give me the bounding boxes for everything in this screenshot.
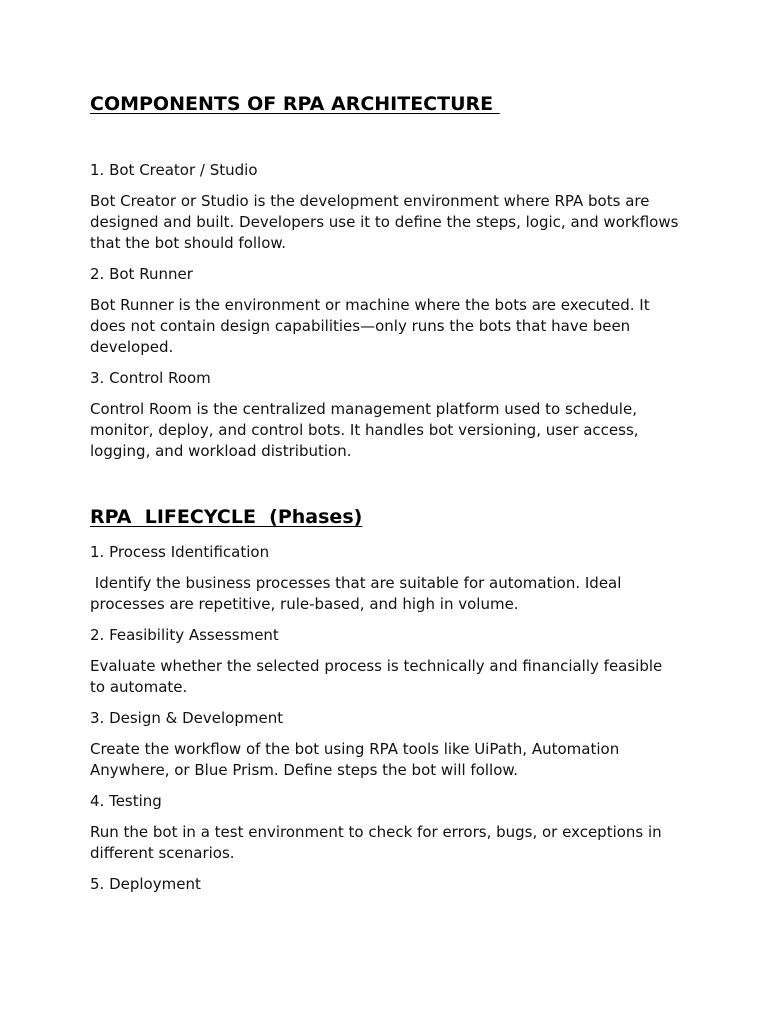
testing-description: Run the bot in a test environment to check for errors, bugs, or exceptions in different scenarios.: [90, 823, 667, 862]
deployment-title: 5. Deployment: [90, 875, 201, 893]
design-development-description: Create the workflow of the bot using RPA tools like UiPath, Automation Anywhere, or Blue Prism. Define steps the bot will follow.: [90, 740, 624, 779]
rpa-lifecycle-heading: RPA LIFECYCLE (Phases): [90, 506, 363, 528]
design-development-title: 3. Design & Development: [90, 709, 284, 727]
testing-title: 4. Testing: [90, 792, 162, 810]
process-identification-title: 1. Process Identification: [90, 543, 270, 561]
process-identification-description: Identify the business processes that are suitable for automation. Ideal processes are repetitive, rule-based, and high in volume.: [90, 574, 627, 613]
control-room-description: Control Room is the centralized management platform used to schedule, monitor, deploy, and control bots. It handles bot versioning, user access, logging, and workload distribution.: [90, 400, 644, 460]
bot-runner-description: Bot Runner is the environment or machine where the bots are executed. It does not contain design capabilities—only runs the bots that have been developed.: [90, 296, 655, 356]
bot-creator-description: Bot Creator or Studio is the development environment where RPA bots are designed and built. Developers use it to define the steps, logic, and workflows that the bot should follow.: [90, 192, 684, 252]
feasibility-assessment-title: 2. Feasibility Assessment: [90, 626, 279, 644]
control-room-title: 3. Control Room: [90, 369, 211, 387]
feasibility-assessment-description: Evaluate whether the selected process is technically and financially feasible to automate.: [90, 657, 668, 696]
bot-creator-title: 1. Bot Creator / Studio: [90, 161, 258, 179]
rpa-architecture-heading: COMPONENTS OF RPA ARCHITECTURE: [90, 93, 500, 115]
bot-runner-title: 2. Bot Runner: [90, 265, 193, 283]
